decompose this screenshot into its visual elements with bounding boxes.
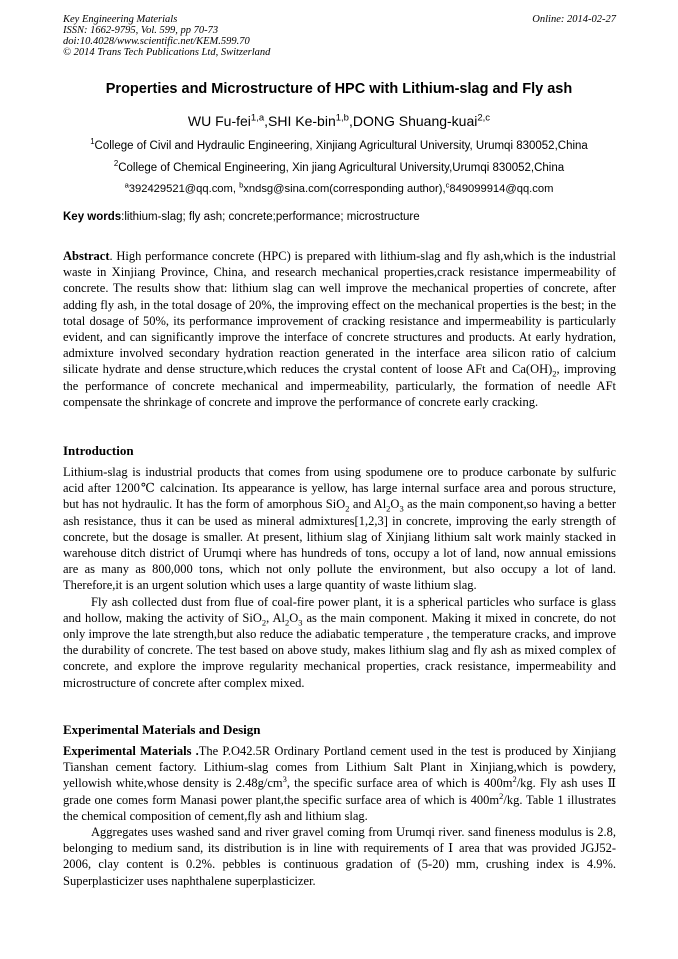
intro-paragraph-1: Lithium-slag is industrial products that comes from using spodumene ore to produce carbonate by sulfuric acid after 1200℃ calcination. Its appearance is yellow, has large internal surface area and porous structure, but has not hydraulic. It has the form of amorphous SiO$_2$ and $Al_2O_3$ as the main component,so having a better ash resistance, thus it can be used as mineral admixtures[1,2,3] in concrete, improving the early strength of concrete, but the dosage is smaller. At present, lithium slag of Xinjiang lithium salt work mainly stacked in warehouse ditch district of Urumqi where has hundreds of tons, occupy a lot of land, now annual emissions are as many as 800,000 tons, which not only pollute the environment, but also occupy a lot of land. Therefore,it is an urgent solution which uses a large quantity of waste lithium slag. (63, 465, 617, 593)
abstract-label: Abstract (63, 249, 110, 263)
online-date: Online: 2014-02-27 (532, 14, 616, 25)
author-2: ,SHI Ke-bin (264, 113, 336, 129)
keywords-text: :lithium-slag; fly ash; concrete;performance; microstructure (121, 211, 420, 223)
copyright-line: © 2014 Trans Tech Publications Ltd, Switzerland (63, 47, 271, 58)
author-2-sup: 1,b (335, 112, 349, 124)
keywords-label: Key words (63, 211, 122, 223)
introduction-heading: Introduction (63, 443, 134, 458)
author-1: WU Fu-fei (187, 113, 251, 129)
author-list (0, 113, 678, 129)
experimental-body (63, 743, 616, 889)
experimental-heading: Experimental Materials and Design (63, 722, 261, 737)
introduction-body (63, 464, 616, 691)
doi-line: doi:10.4028/www.scientific.net/KEM.599.70 (63, 36, 250, 47)
exp-paragraph-1: Experimental Materials .The P.O42.5R Ordinary Portland cement used in the test is produced by Xinjiang Tianshan cement factory. Lithium-slag comes from Lithium Salt Plant in Xinjiang,which is powdery, yellowish white,whose density is $2.48g/cm^3$, the specific surface area of which is $400m^2/kg$. Fly ash uses Ⅱ grade one comes form Manasi power plant,the specific surface area of which is $400m^2/kg$. Table 1 illustrates the chemical composition of cement,fly ash and lithium slag. (63, 744, 616, 823)
keywords (63, 211, 616, 223)
exp-materials-label: Experimental Materials . (63, 744, 199, 758)
abstract: Abstract. High performance concrete (HPC) is prepared with lithium-slag and fly ash,which is the industrial waste in Xinjiang Province, China, and research mechanical properties,crack resistance impermeability of concrete. The results show that: lithium slag can well improve the mechanical properties of concrete, after adding fly ash, in the total dosage of 20%, the improving effect on the mechanical properties is the best; in the total dosage of 50%, its performance improvement of cracking resistance and impermeability is particularly evident, and can significantly improve the interface of concrete structures and products. At early hydration, admixture involved secondary hydration reaction generated in the interface area silicon ratio of calcium silicate hydrate and dense structure,which reduces the crystal content of loose AFt and $Ca(OH)_2$, improving the performance of concrete mechanical and impermeability, particularly, the formation of needle AFt compensate the shrinkage of concrete and improve the performance of concrete early cracking. (63, 249, 616, 409)
journal-header (63, 14, 616, 58)
affiliation-1: $^1$College of Civil and Hydraulic Engineering, Xinjiang Agricultural University, Urumqi 830052,China (90, 137, 588, 152)
affiliation-2: $^2$College of Chemical Engineering, Xin jiang Agricultural University,Urumqi 830052,China (113, 159, 565, 174)
author-3-sup: 2,c (477, 112, 491, 124)
exp-paragraph-2: Aggregates uses washed sand and river gravel coming from Urumqi river. sand fineness modulus is 2.8, belonging to medium sand, its distribution is in line with requirements of Ⅰ area that was provided JGJ52-2006, clay content is 0.2%. pebbles is continuous gradation of (5-20) mm, crushing index is 4.9%. Superplasticizer uses naphthalene superplasticizer. (63, 825, 616, 888)
paper-title: Properties and Microstructure of HPC with Lithium-slag and Fly ash (105, 81, 573, 97)
issn-line: ISSN: 1662-9795, Vol. 599, pp 70-73 (63, 25, 219, 36)
intro-paragraph-2: Fly ash collected dust from flue of coal-fire power plant, it is a spherical particles who surface is glass and hollow, making the activity of SiO$_2$, $Al_2O_3$ as the main component. Making it mixed in concrete, do not only improve the late strength,but also reduce the adiabatic temperature , the temperature cracks, and improve the durability of concrete. The test based on above study, makes lithium slag and fly ash as mixed complex of concrete, and explore the improve regularity mechanical properties, crack resistance, impermeability and microstructure of concrete after complex mixed. (63, 594, 617, 690)
author-emails: $^a$392429521@qq.com, $^b$xndsg@sina.com(corresponding author),$^c$849099914@qq.com (124, 180, 554, 195)
journal-name: Key Engineering Materials (63, 14, 178, 25)
author-3: ,DONG Shuang-kuai (348, 113, 478, 129)
author-1-sup: 1,a (250, 112, 265, 124)
